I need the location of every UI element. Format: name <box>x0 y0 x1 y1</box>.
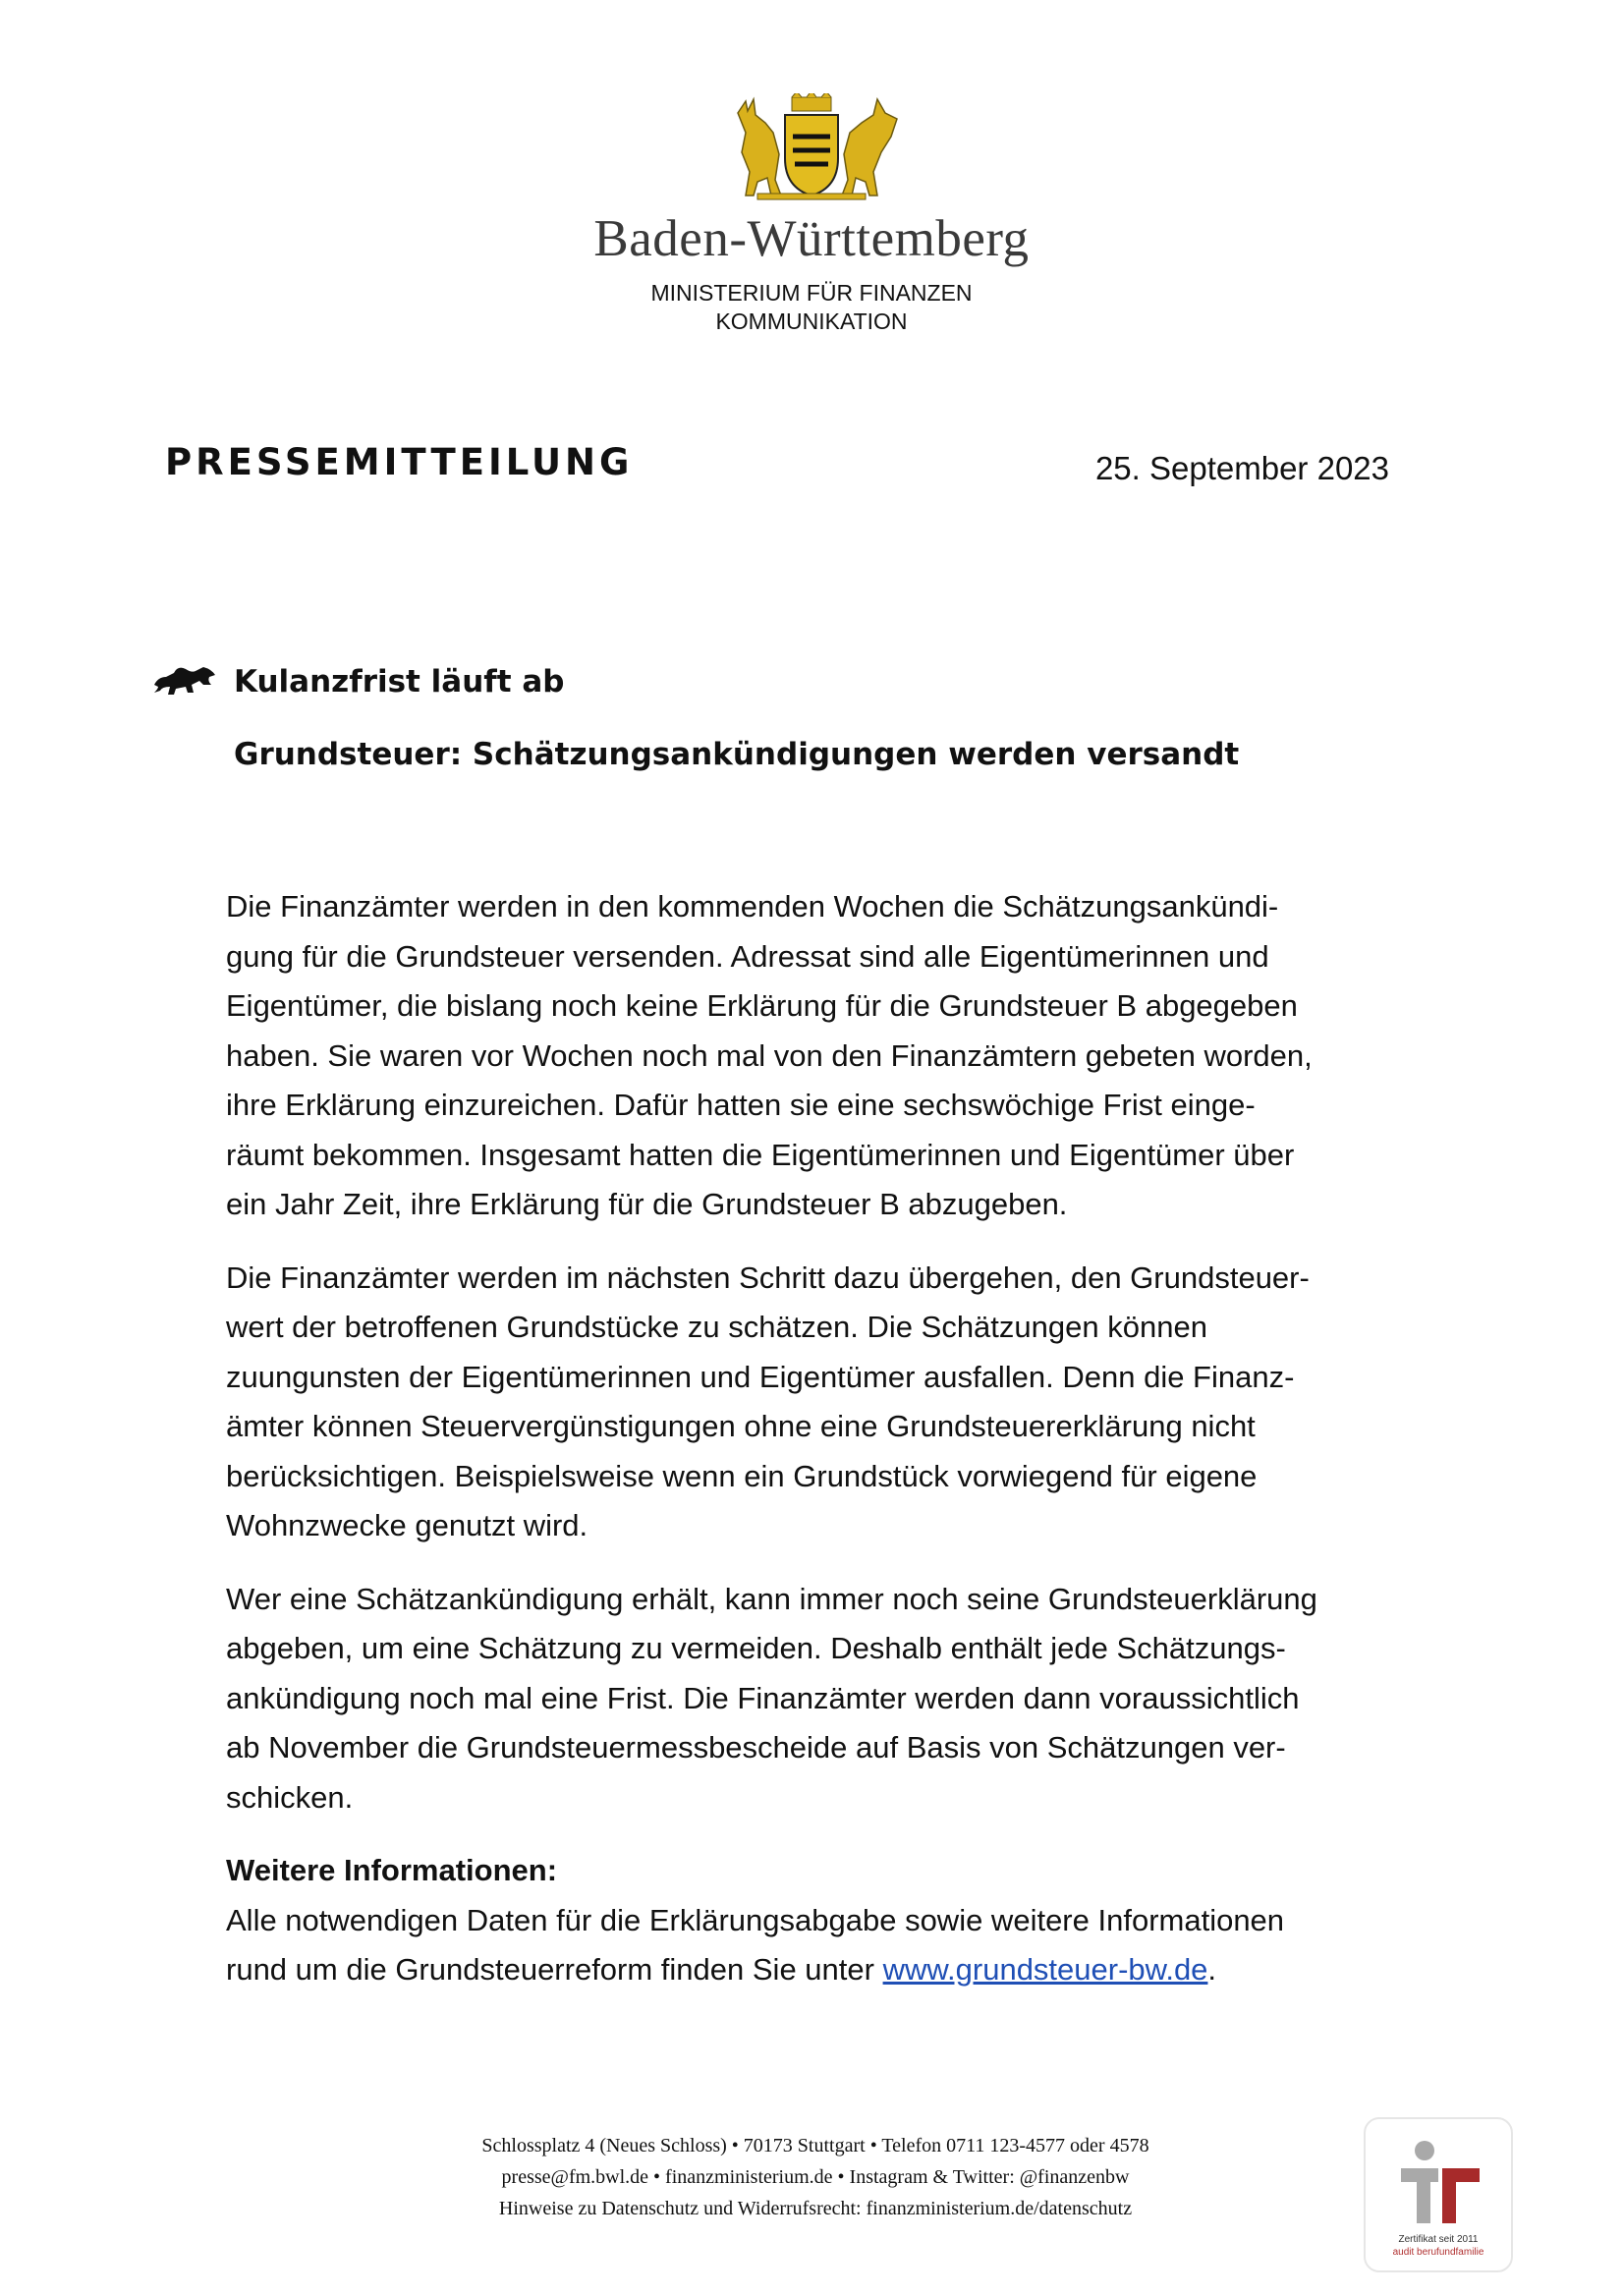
text-line: ankündigung noch mal eine Frist. Die Finanzämter werden dann voraussichtlich <box>226 1680 1300 1715</box>
certificate-text: audit berufundfamilie <box>1392 2247 1484 2258</box>
text-line: Alle notwendigen Daten für die Erklärungsabgabe sowie weitere Informationen <box>226 1902 1285 1937</box>
text-line: wert der betroffenen Grundstücke zu schätzen. Die Schätzungen können <box>226 1310 1207 1344</box>
ministry-line-2: KOMMUNIKATION <box>715 308 908 334</box>
website-link[interactable]: www.grundsteuer-bw.de <box>882 1952 1208 1987</box>
text-line <box>226 1945 1425 1995</box>
text-line: berücksichtigen. Beispielsweise wenn ein Grundstück vorwiegend für eigene <box>226 1458 1258 1493</box>
link-suffix: . <box>1207 1952 1217 1987</box>
footer <box>324 2130 1307 2224</box>
text-line: Die Finanzämter werden im nächsten Schritt dazu übergehen, den Grundsteuer- <box>226 1260 1310 1295</box>
text-line: ämter können Steuervergünstigungen ohne eine Grundsteuererklärung nicht <box>226 1409 1256 1443</box>
text-line: ab November die Grundsteuermessbescheide auf Basis von Schätzungen ver- <box>226 1730 1286 1764</box>
text-line: Wer eine Schätzankündigung erhält, kann immer noch seine Grundsteuerklärung <box>226 1581 1317 1616</box>
text-line: Die Finanzämter werden in den kommenden Wochen die Schätzungsankündi- <box>226 889 1279 924</box>
footer-contact: presse@fm.bwl.de • finanzministerium.de • Instagram & Twitter: @finanzenbw <box>501 2166 1130 2188</box>
certificate-badge <box>1364 2117 1513 2272</box>
article-body <box>226 882 1425 2019</box>
paragraph-1 <box>226 882 1425 1230</box>
ministry-name <box>0 279 1623 336</box>
more-info-section <box>226 1846 1425 1995</box>
coat-of-arms-icon <box>718 93 905 201</box>
document-date: 25. September 2023 <box>1094 450 1389 486</box>
paragraph-2 <box>226 1254 1425 1551</box>
state-name: Baden-Württemberg <box>593 210 1030 267</box>
letterhead <box>0 93 1623 336</box>
text-line: haben. Sie waren vor Wochen noch mal von den Finanzämtern gebeten worden, <box>226 1037 1313 1073</box>
ministry-line-1: MINISTERIUM FÜR FINANZEN <box>650 280 973 306</box>
text-line: gung für die Grundsteuer versenden. Adressat sind alle Eigentümerinnen und <box>226 938 1269 974</box>
text-line: ihre Erklärung einzureichen. Dafür hatten sie eine sechswöchige Frist einge- <box>226 1088 1256 1122</box>
footer-address: Schlossplatz 4 (Neues Schloss) • 70173 Stuttgart • Telefon 0711 123-4577 oder 4578 <box>481 2135 1149 2156</box>
text-line: räumt bekommen. Insgesamt hatten die Eigentümerinnen und Eigentümer über <box>226 1137 1295 1172</box>
kicker: Kulanzfrist läuft ab <box>234 664 565 700</box>
text-line: zuungunsten der Eigentümerinnen und Eigentümer ausfallen. Denn die Finanz- <box>226 1359 1295 1394</box>
audit-logo-icon <box>1393 2139 1483 2229</box>
lion-icon <box>152 663 219 699</box>
footer-privacy: Hinweise zu Datenschutz und Widerrufsrecht: finanzministerium.de/datenschutz <box>498 2198 1133 2219</box>
text-line: ein Jahr Zeit, ihre Erklärung für die Grundsteuer B abzugeben. <box>226 1187 1068 1221</box>
more-info-heading: Weitere Informationen: <box>226 1853 558 1887</box>
certificate-text: Zertifikat seit 2011 <box>1398 2234 1479 2245</box>
text-line: abgeben, um eine Schätzung zu vermeiden. Deshalb enthält jede Schätzungs- <box>226 1631 1286 1665</box>
link-prefix: rund um die Grundsteuerreform finden Sie unter <box>226 1952 883 1987</box>
document-type: PRESSEMITTEILUNG <box>165 441 634 483</box>
text-line: schicken. <box>226 1779 354 1815</box>
paragraph-3 <box>226 1575 1425 1823</box>
text-line: Wohnzwecke genutzt wird. <box>226 1508 588 1542</box>
headline: Grundsteuer: Schätzungsankündigungen werden versandt <box>234 737 1240 772</box>
text-line: Eigentümer, die bislang noch keine Erklärung für die Grundsteuer B abgegeben <box>226 988 1298 1023</box>
